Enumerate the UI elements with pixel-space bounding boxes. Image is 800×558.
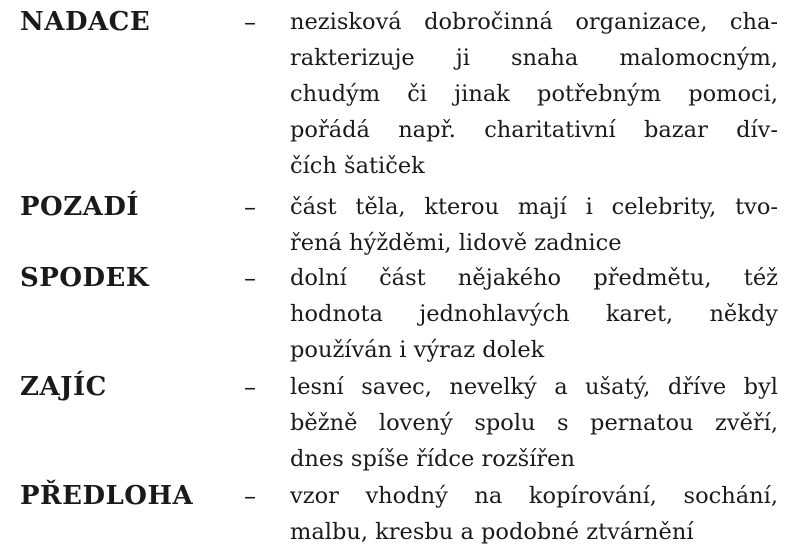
entry-term: NADACE bbox=[20, 7, 151, 37]
entry-dash: – bbox=[244, 373, 256, 401]
entry-dash: – bbox=[244, 482, 256, 510]
definition-line: část těla, kterou mají i celebrity, tvo- bbox=[290, 194, 778, 220]
entry-definition bbox=[290, 189, 778, 261]
definition-line: rakterizuje ji snaha malomocným, bbox=[290, 45, 778, 71]
entry-dash: – bbox=[244, 193, 256, 221]
definition-line: lesní savec, nevelký a ušatý, dříve byl bbox=[290, 374, 778, 400]
entry-term: ZAJÍC bbox=[20, 372, 107, 402]
definition-line: používán i výraz dolek bbox=[290, 337, 545, 363]
definition-line: běžně lovený spolu s pernatou zvěří, bbox=[290, 410, 778, 436]
definition-line: pořádá např. charitativní bazar dív- bbox=[290, 117, 778, 143]
entry-dash: – bbox=[244, 8, 256, 36]
entry-dash: – bbox=[244, 264, 256, 292]
entry-term: POZADÍ bbox=[20, 192, 140, 222]
entry-definition bbox=[290, 4, 778, 184]
entry-definition bbox=[290, 369, 778, 477]
definition-line: nezisková dobročinná organizace, cha- bbox=[290, 9, 778, 35]
definition-line: malbu, kresbu a podobné ztvárnění bbox=[290, 519, 694, 545]
definition-line: dnes spíše řídce rozšířen bbox=[290, 446, 575, 472]
entry-definition bbox=[290, 478, 778, 550]
entry-term: SPODEK bbox=[20, 263, 149, 293]
entry-definition bbox=[290, 260, 778, 368]
definition-line: chudým či jinak potřebným pomoci, bbox=[290, 81, 778, 107]
definition-line: čích šatiček bbox=[290, 153, 425, 179]
definition-line: vzor vhodný na kopírování, sochání, bbox=[290, 483, 778, 509]
definition-line: hodnota jednohlavých karet, někdy bbox=[290, 301, 778, 327]
entry-term: PŘEDLOHA bbox=[20, 481, 194, 511]
definition-line: řená hýžděmi, lidově zadnice bbox=[290, 230, 622, 256]
definition-line: dolní část nějakého předmětu, též bbox=[290, 265, 778, 291]
